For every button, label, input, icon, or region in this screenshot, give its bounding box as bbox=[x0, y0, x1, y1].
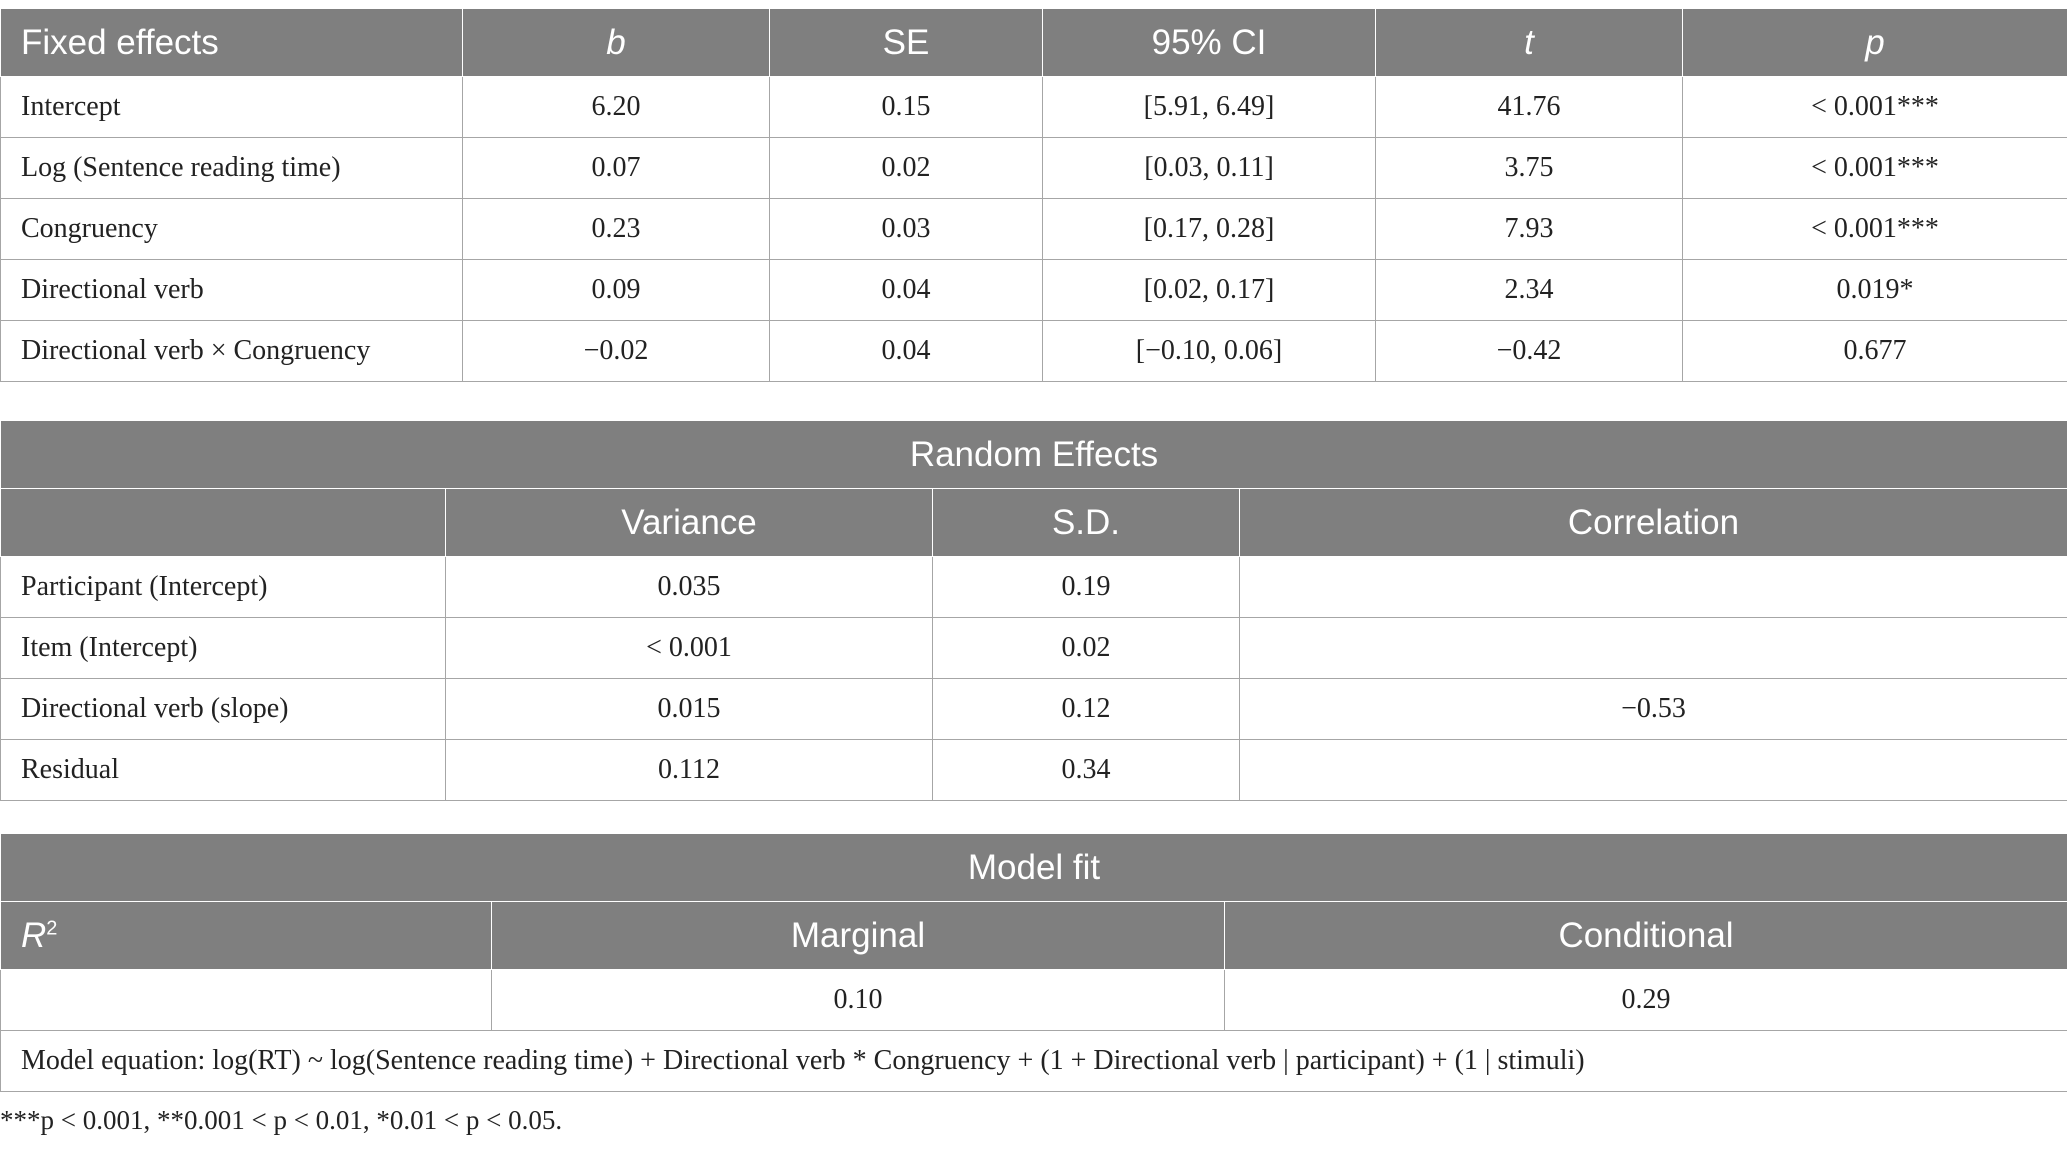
t-value: 2.34 bbox=[1376, 260, 1683, 321]
p-value: < 0.001*** bbox=[1683, 199, 2067, 260]
se-value: 0.04 bbox=[770, 260, 1043, 321]
table-row bbox=[1, 970, 2067, 1031]
r-squared-symbol: R bbox=[21, 915, 47, 955]
model-fit-title-row bbox=[1, 834, 2067, 902]
ci-value: [−0.10, 0.06] bbox=[1043, 321, 1376, 382]
significance-footnote: ***p < 0.001, **0.001 < p < 0.01, *0.01 < p < 0.05. bbox=[0, 1105, 563, 1135]
correlation-value bbox=[1240, 618, 2067, 679]
model-fit-table bbox=[0, 833, 2067, 1092]
table-row bbox=[1, 618, 2067, 679]
correlation-value bbox=[1240, 557, 2067, 618]
sd-value: 0.34 bbox=[933, 740, 1240, 801]
ci-value: [0.03, 0.11] bbox=[1043, 138, 1376, 199]
t-value: 3.75 bbox=[1376, 138, 1683, 199]
blank-cell bbox=[1, 970, 492, 1031]
model-fit-header-row bbox=[1, 902, 2067, 970]
correlation-value bbox=[1240, 740, 2067, 801]
fixed-effects-header: Fixed effects bbox=[1, 9, 463, 77]
random-effects-title: Random Effects bbox=[1, 421, 2067, 489]
table-row bbox=[1, 557, 2067, 618]
model-fit-title: Model fit bbox=[1, 834, 2067, 902]
row-label: Directional verb bbox=[1, 260, 463, 321]
correlation-header: Correlation bbox=[1240, 489, 2067, 557]
b-value: 0.07 bbox=[463, 138, 770, 199]
p-value: < 0.001*** bbox=[1683, 77, 2067, 138]
equation-row bbox=[1, 1031, 2067, 1092]
marginal-header: Marginal bbox=[492, 902, 1225, 970]
row-label: Directional verb (slope) bbox=[1, 679, 446, 740]
p-value: < 0.001*** bbox=[1683, 138, 2067, 199]
se-value: 0.02 bbox=[770, 138, 1043, 199]
b-value: −0.02 bbox=[463, 321, 770, 382]
row-label: Participant (Intercept) bbox=[1, 557, 446, 618]
t-value: −0.42 bbox=[1376, 321, 1683, 382]
row-label: Item (Intercept) bbox=[1, 618, 446, 679]
variance-value: 0.035 bbox=[446, 557, 933, 618]
t-value: 7.93 bbox=[1376, 199, 1683, 260]
ci-value: [0.17, 0.28] bbox=[1043, 199, 1376, 260]
random-effects-header-row bbox=[1, 489, 2067, 557]
ci-header: 95% CI bbox=[1043, 9, 1376, 77]
p-value: 0.677 bbox=[1683, 321, 2067, 382]
conditional-header: Conditional bbox=[1225, 902, 2067, 970]
row-label: Intercept bbox=[1, 77, 463, 138]
se-header: SE bbox=[770, 9, 1043, 77]
p-value: 0.019* bbox=[1683, 260, 2067, 321]
variance-value: 0.112 bbox=[446, 740, 933, 801]
b-value: 6.20 bbox=[463, 77, 770, 138]
table-row bbox=[1, 679, 2067, 740]
t-value: 41.76 bbox=[1376, 77, 1683, 138]
se-value: 0.03 bbox=[770, 199, 1043, 260]
correlation-value: −0.53 bbox=[1240, 679, 2067, 740]
table-row bbox=[1, 77, 2067, 138]
r-squared-header bbox=[1, 902, 492, 970]
table-row bbox=[1, 138, 2067, 199]
blank-header bbox=[1, 489, 446, 557]
table-row bbox=[1, 740, 2067, 801]
conditional-value: 0.29 bbox=[1225, 970, 2067, 1031]
sd-value: 0.12 bbox=[933, 679, 1240, 740]
model-equation: Model equation: log(RT) ~ log(Sentence reading time) + Directional verb * Congruency + (1 + Directional verb | participant) + (1 | stimuli) bbox=[1, 1031, 2067, 1092]
fixed-effects-table bbox=[0, 8, 2067, 382]
variance-value: < 0.001 bbox=[446, 618, 933, 679]
se-value: 0.15 bbox=[770, 77, 1043, 138]
table-row bbox=[1, 321, 2067, 382]
row-label: Log (Sentence reading time) bbox=[1, 138, 463, 199]
variance-value: 0.015 bbox=[446, 679, 933, 740]
b-value: 0.23 bbox=[463, 199, 770, 260]
sd-header: S.D. bbox=[933, 489, 1240, 557]
t-header: t bbox=[1376, 9, 1683, 77]
row-label: Directional verb × Congruency bbox=[1, 321, 463, 382]
row-label: Congruency bbox=[1, 199, 463, 260]
sd-value: 0.19 bbox=[933, 557, 1240, 618]
marginal-value: 0.10 bbox=[492, 970, 1225, 1031]
b-value: 0.09 bbox=[463, 260, 770, 321]
fixed-effects-header-row bbox=[1, 9, 2067, 77]
sd-value: 0.02 bbox=[933, 618, 1240, 679]
random-effects-title-row bbox=[1, 421, 2067, 489]
ci-value: [5.91, 6.49] bbox=[1043, 77, 1376, 138]
ci-value: [0.02, 0.17] bbox=[1043, 260, 1376, 321]
random-effects-table bbox=[0, 420, 2067, 801]
se-value: 0.04 bbox=[770, 321, 1043, 382]
table-row bbox=[1, 199, 2067, 260]
r-squared-exponent: 2 bbox=[46, 916, 58, 939]
table-row bbox=[1, 260, 2067, 321]
p-header: p bbox=[1683, 9, 2067, 77]
b-header: b bbox=[463, 9, 770, 77]
variance-header: Variance bbox=[446, 489, 933, 557]
row-label: Residual bbox=[1, 740, 446, 801]
